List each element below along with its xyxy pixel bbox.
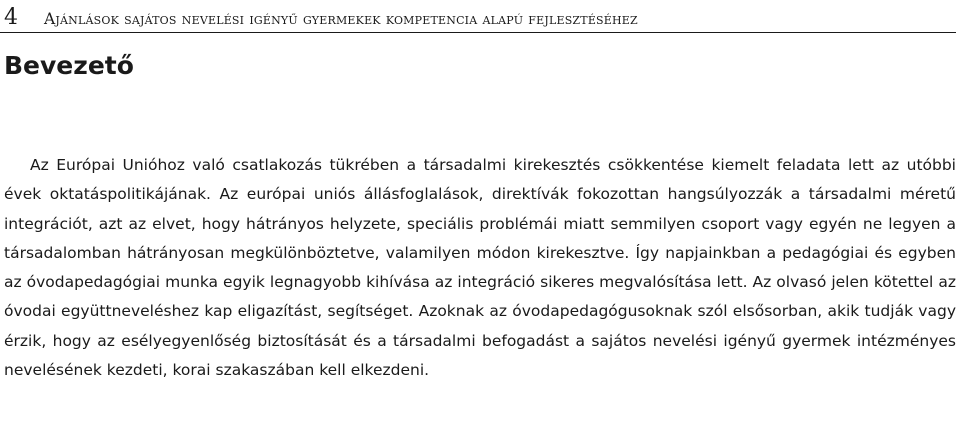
body-paragraph: Az Európai Unióhoz való csatlakozás tükrében a társadalmi kirekesztés csökkentése kiemelt feladata lett az utóbbi évek oktatáspolitikájának. Az európai uniós állásfoglalások, direktívák fokozottan hangsúlyozzák a társadalmi méretű integrációt, azt az elvet, hogy hátrányos helyzete, speciális problémái miatt semmilyen csoport vagy egyén ne legyen a társadalomban hátrányosan megkülönböztetve, valamilyen módon kirekesztve. Így napjainkban a pedagógiai és egyben az óvodapedagógiai munka egyik legnagyobb kihívása az integráció sikeres megvalósítása lett. Az olvasó jelen kötettel az óvodai együttneveléshez kap eligazítást, segítséget. Azoknak az óvodapedagógusoknak szól elsősorban, akik tudják vagy érzik, hogy az esélyegyenlőség biztosítását és a társadalmi befogadást a sajátos nevelési igényű gyermek intézményes nevelésének kezdeti, korai szakaszában kell elkezdeni.: [4, 156, 956, 380]
running-title: Ajánlások sajátos nevelési igényű gyermekek kompetencia alapú fejlesztéséhez: [44, 10, 638, 28]
page-number: 4: [4, 5, 18, 30]
section-title: Bevezető: [4, 51, 134, 80]
running-header: [0, 2, 956, 33]
